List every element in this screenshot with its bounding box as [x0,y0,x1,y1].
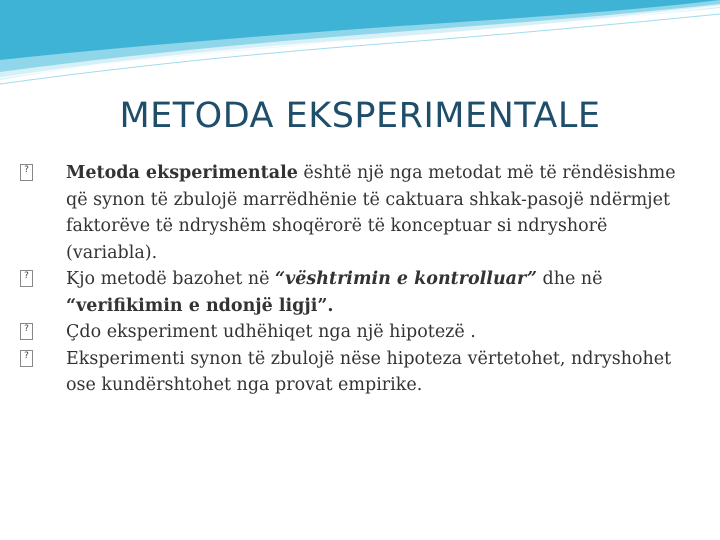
bullet-text: Eksperimenti synon të zbulojë nëse hipoteza vërtetohet, ndryshohet ose kundërshtohet nga provat empirike. [66,348,672,395]
bullet-text: dhe në [536,269,603,289]
missing-glyph-bullet-icon [20,164,33,181]
bullet-text: është një nga metodat më të rëndësishme që synon të zbulojë marrëdhënie të caktuara shkak-pasojë ndërmjet faktorëve të ndryshëm shoqërorë të konceptuar si ndryshorë (variabla). [66,163,676,263]
bullet-text: Kjo metodë bazohet në [66,269,276,289]
bullet-bold-text: Metoda eksperimentale [66,163,298,183]
missing-glyph-bullet-icon [20,323,33,340]
list-item [20,346,700,399]
slide-title: METODA EKSPERIMENTALE [119,96,601,136]
list-item [20,266,700,319]
list-item [20,160,700,266]
bullet-text: Çdo eksperiment udhëhiqet nga një hipotezë . [66,322,476,342]
bullet-bold-italic-text: “vështrimin e kontrolluar” [275,269,537,289]
header-wave-decoration [0,0,720,90]
missing-glyph-bullet-icon [20,350,33,367]
slide-content [20,160,700,399]
missing-glyph-bullet-icon [20,270,33,287]
bullet-bold-text: “verifikimin e ndonjë ligji”. [66,295,334,316]
list-item [20,319,700,346]
